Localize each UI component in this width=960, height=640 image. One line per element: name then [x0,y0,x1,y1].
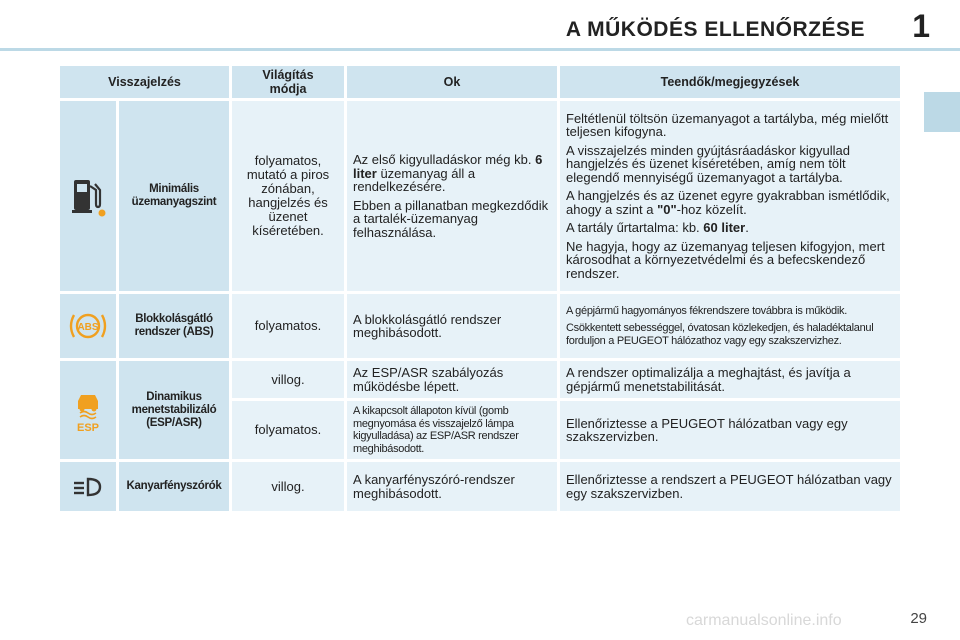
lighting-mode: villog. [232,462,344,511]
action-text: Feltétlenül töltsön üzemanyagot a tartályba, még mielőtt teljesen kifogyna. A visszajelzés minden gyújtásráadáskor kigyullad hangjelzés és üzenet kíséretében, amíg nem tölt elegendő mennyiségű üzemanyagot a tartályba. A hangjelzés és az üzenet egyre gyakrabban ismétlődik, ahogy a szint a "0"-hoz közelít. A tartály űrtartalma: kb. 60 liter. Ne hagyja, hogy az üzemanyag teljesen kifogyjon, mert károsodhat a környezetvédelmi és a befecskendező rendszer. [560,101,900,291]
action-text: Ellenőriztesse a rendszert a PEUGEOT hálózatban vagy egy szakszervizben. [560,462,900,511]
fuel-pump-icon [60,101,116,291]
chapter-number: 1 [912,8,930,44]
table-row [60,101,900,291]
cause-text: A kikapcsolt állapoton kívül (gomb megnyomása és visszajelző lámpa kigyulladása) az ESP/ASR rendszer meghibásodott. [347,401,557,459]
lighting-mode: folyamatos. [232,401,344,459]
esp-icon [60,361,116,459]
lighting-mode: villog. [232,361,344,398]
action-text: A gépjármű hagyományos fékrendszere továbbra is működik. Csökkentett sebességgel, óvatosan közlekedjen, és haladéktalanul forduljon a PEUGEOT hálózathoz vagy egy szakszervizhez. [560,294,900,358]
abs-icon [60,294,116,358]
column-header-cause: Ok [347,66,557,98]
action-text: A rendszer optimalizálja a meghajtást, és javítja a gépjármű menetstabilitását. [560,361,900,398]
column-header-indicator: Visszajelzés [60,66,229,98]
action-text: Ellenőriztesse a PEUGEOT hálózatban vagy egy szakszervizben. [560,401,900,459]
table-row [60,462,900,511]
column-header-mode: Világítás módja [232,66,344,98]
indicator-name: Dinamikus menetstabilizáló (ESP/ASR) [119,361,229,459]
chapter-tab [924,92,960,132]
lighting-mode: folyamatos. [232,294,344,358]
cause-text: A kanyarfényszóró-rendszer meghibásodott. [347,462,557,511]
column-header-action: Teendők/megjegyzések [560,66,900,98]
cause-text: Az első kigyulladáskor még kb. 6 liter üzemanyag áll a rendelkezésére. Ebben a pillanatban megkezdődik a tartalék-üzemanyag felhasználása. [347,101,557,291]
cause-text: A blokkolásgátló rendszer meghibásodott. [347,294,557,358]
esp-icon-label: ESP [76,422,100,433]
table-row [60,294,900,358]
svg-text:ABS: ABS [77,322,99,333]
lighting-mode: folyamatos, mutató a piros zónában, hangjelzés és üzenet kíséretében. [232,101,344,291]
cause-text: Az ESP/ASR szabályozás működésbe lépett. [347,361,557,398]
watermark: carmanualsonline.info [686,612,842,629]
table-header-row [60,66,900,98]
page-title: A MŰKÖDÉS ELLENŐRZÉSE [565,18,865,41]
page-number: 29 [910,610,927,627]
header-rule [0,48,960,51]
warning-lights-table [57,63,903,514]
indicator-name: Blokkolásgátló rendszer (ABS) [119,294,229,358]
indicator-name: Kanyarfényszórók [119,462,229,511]
indicator-name: Minimális üzemanyagszint [119,101,229,291]
cornering-headlamp-icon [60,462,116,511]
table-row [60,361,900,398]
